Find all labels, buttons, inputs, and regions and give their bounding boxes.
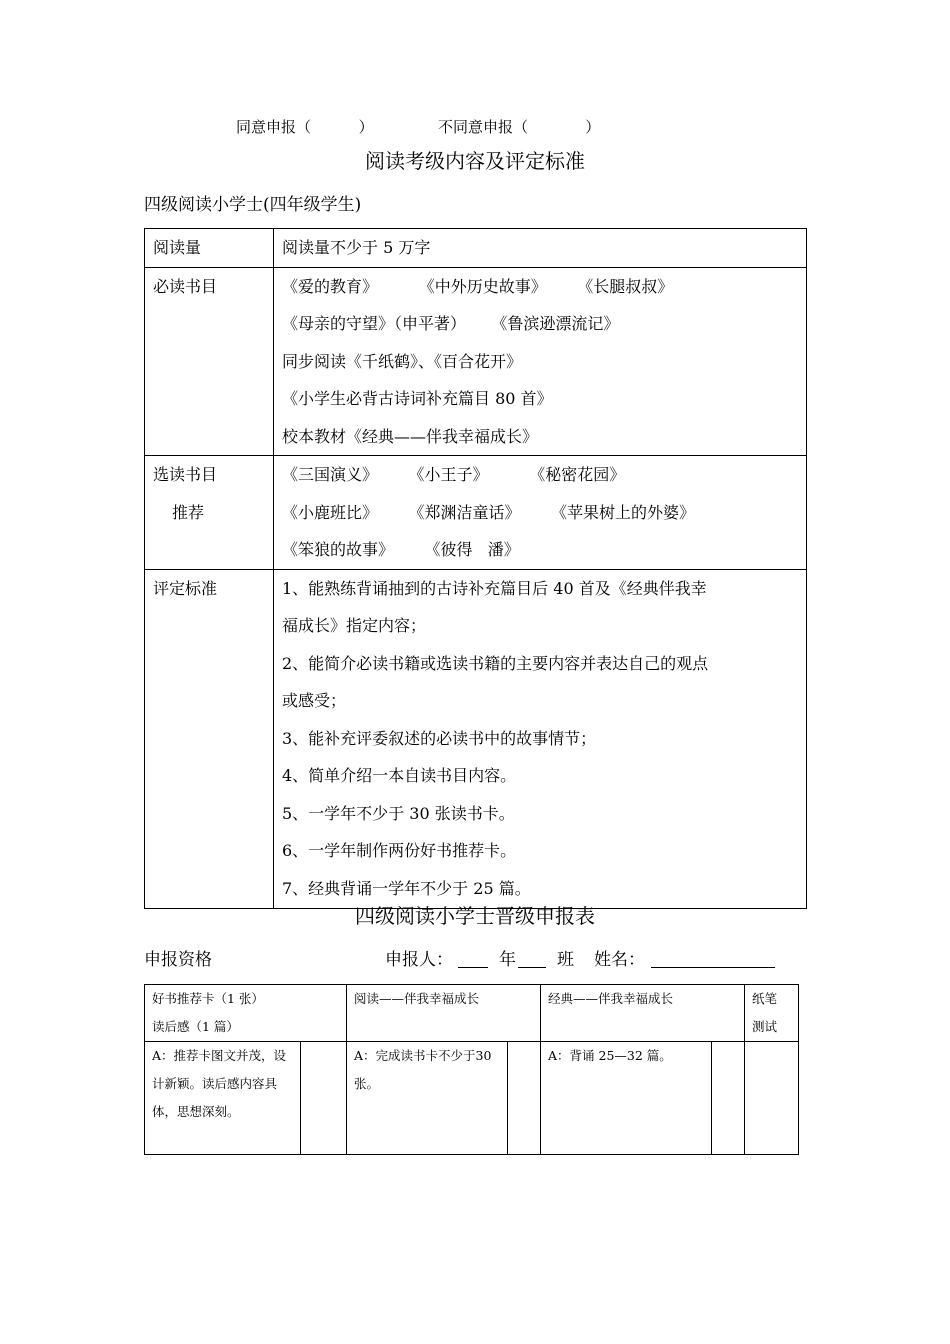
criteria-line: 或感受； <box>282 691 347 710</box>
criteria-line: 7、经典背诵一学年不少于 25 篇。 <box>282 878 531 898</box>
criteria-reading <box>347 1042 508 1155</box>
required-book-line: 《爱的教育》 《中外历史故事》 《长腿叔叔》 <box>282 276 674 296</box>
criteria-line: 5、一学年不少于 30 张读书卡。 <box>282 803 515 823</box>
criteria-line: 3、能补充评委叙述的必读书中的故事情节； <box>282 728 597 748</box>
applicant-label: 申报人： <box>385 950 453 970</box>
header-written-test <box>745 985 799 1042</box>
form-title: 四级阅读小学士晋级申报表 <box>355 904 595 928</box>
header-line: 经典——伴我幸福成长 <box>548 991 674 1006</box>
table-row-required <box>145 267 807 456</box>
application-form-table <box>144 984 799 1155</box>
criteria-text: A：推荐卡图文并茂，设计新颖。读后感内容具体，思想深刻。 <box>152 1048 287 1119</box>
criteria-line: 1、能熟练背诵抽到的古诗补充篇目后 40 首及《经典伴我幸 <box>282 578 707 598</box>
criteria-classics <box>541 1042 712 1155</box>
score-cell[interactable] <box>712 1042 745 1155</box>
disagree-option: 不同意申报（ ） <box>438 118 601 136</box>
name-blank[interactable] <box>651 967 775 968</box>
page-title: 阅读考级内容及评定标准 <box>365 149 585 173</box>
volume-label: 阅读量 <box>153 238 202 257</box>
table-row-volume <box>145 229 807 268</box>
elective-label: 选读书目 <box>153 465 218 484</box>
required-label: 必读书目 <box>153 276 218 296</box>
criteria-text: A：背诵 25—32 篇。 <box>548 1048 672 1063</box>
class-label: 班 <box>557 950 574 970</box>
header-line: 阅读——伴我幸福成长 <box>354 991 480 1006</box>
criteria-text: A：完成读书卡不少于30 张。 <box>354 1048 492 1091</box>
grade-blank[interactable] <box>458 967 488 968</box>
criteria-line: 2、能简介必读书籍或选读书籍的主要内容并表达自己的观点 <box>282 653 709 673</box>
agree-option: 同意申报（ ） <box>236 118 374 136</box>
required-book-line: 校本教材《经典——伴我幸福成长》 <box>282 426 539 446</box>
grade-label: 年 <box>499 950 516 970</box>
score-cell[interactable] <box>745 1042 799 1155</box>
required-book-line: 《小学生必背古诗词补充篇目 80 首》 <box>282 389 553 408</box>
header-recommend-card <box>145 985 347 1042</box>
header-line: 读后感（1 篇） <box>152 1019 239 1034</box>
qualification-label: 申报资格 <box>144 950 212 970</box>
elective-book-line: 《笨狼的故事》 《彼得 潘》 <box>282 540 520 559</box>
table-row-elective <box>145 456 807 570</box>
required-book-line: 《母亲的守望》（申平著） 《鲁滨逊漂流记》 <box>282 314 620 333</box>
elective-book-line: 《小鹿班比》 《郑渊洁童话》 《苹果树上的外婆》 <box>282 502 696 522</box>
criteria-line: 福成长》指定内容； <box>282 616 427 635</box>
elective-book-line: 《三国演义》 《小王子》 《秘密花园》 <box>282 465 626 484</box>
volume-value: 阅读量不少于 5 万字 <box>282 238 431 257</box>
header-line: 纸笔 <box>752 991 778 1006</box>
name-label: 姓名： <box>594 950 645 970</box>
form-header-row <box>145 985 799 1042</box>
header-classics <box>541 985 745 1042</box>
header-line: 好书推荐卡（1 张） <box>152 991 264 1006</box>
header-reading <box>347 985 541 1042</box>
criteria-line: 4、简单介绍一本自读书目内容。 <box>282 766 517 785</box>
table-row-criteria <box>145 569 807 908</box>
form-criteria-row <box>145 1042 799 1155</box>
criteria-recommend-card <box>145 1042 301 1155</box>
elective-label-recommend: 推荐 <box>172 502 205 522</box>
criteria-label: 评定标准 <box>153 578 218 598</box>
class-blank[interactable] <box>518 967 546 968</box>
header-line: 测试 <box>752 1019 778 1034</box>
required-book-line: 同步阅读《千纸鹤》、《百合花开》 <box>282 351 523 371</box>
criteria-line: 6、一学年制作两份好书推荐卡。 <box>282 841 517 860</box>
score-cell[interactable] <box>301 1042 347 1155</box>
level-subtitle: 四级阅读小学士(四年级学生) <box>144 195 362 215</box>
score-cell[interactable] <box>508 1042 541 1155</box>
standards-table <box>144 228 807 909</box>
